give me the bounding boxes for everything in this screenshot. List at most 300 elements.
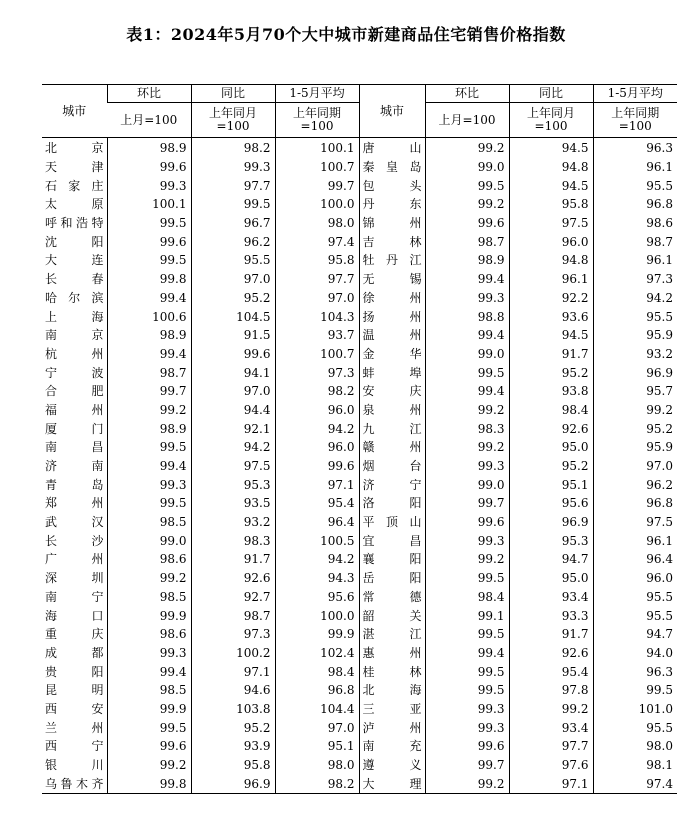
mom-index-2: 99.3 <box>425 700 509 719</box>
city-name-2: 桂林 <box>359 662 425 681</box>
ytd-index-2: 95.5 <box>593 718 677 737</box>
mom-index: 98.5 <box>107 681 191 700</box>
mom-index: 98.5 <box>107 588 191 607</box>
city-name: 西宁 <box>45 739 104 754</box>
ytd-index: 95.6 <box>275 588 359 607</box>
ytd-index-2: 94.7 <box>593 625 677 644</box>
city-name-2: 湛江 <box>359 625 425 644</box>
mom-index: 99.4 <box>107 289 191 308</box>
city-name: 福州 <box>45 402 104 417</box>
table-row <box>42 737 677 756</box>
ytd-index: 94.3 <box>275 569 359 588</box>
yoy-index-2: 97.5 <box>509 214 593 233</box>
table-row <box>42 438 677 457</box>
mom-index-2: 99.2 <box>425 438 509 457</box>
mom-index-2: 99.4 <box>425 382 509 401</box>
table-row <box>42 756 677 775</box>
table-row <box>42 345 677 364</box>
mom-index-2: 99.7 <box>425 756 509 775</box>
city-name: 成都 <box>45 645 104 660</box>
mom-index: 99.8 <box>107 774 191 793</box>
yoy-index-2: 93.4 <box>509 588 593 607</box>
yoy-index-2: 95.4 <box>509 662 593 681</box>
mom-index-2: 99.1 <box>425 606 509 625</box>
ytd-index: 97.3 <box>275 363 359 382</box>
city-name: 石家庄 <box>45 178 104 193</box>
city-name-2: 锦州 <box>359 214 425 233</box>
yoy-index: 92.1 <box>191 419 275 438</box>
city-name-2: 牡丹江 <box>359 251 425 270</box>
mom-index: 99.3 <box>107 475 191 494</box>
city-name: 郑州 <box>45 496 104 511</box>
header-yoy-base-2-line1: 上年同月 <box>526 106 575 120</box>
yoy-index: 98.7 <box>191 606 275 625</box>
yoy-index-2: 92.2 <box>509 289 593 308</box>
table-row <box>42 326 677 345</box>
mom-index-2: 99.2 <box>425 138 509 158</box>
table-row <box>42 569 677 588</box>
mom-index: 99.4 <box>107 345 191 364</box>
mom-index-2: 99.2 <box>425 195 509 214</box>
city-name-2: 扬州 <box>359 307 425 326</box>
mom-index-2: 99.5 <box>425 363 509 382</box>
yoy-index: 97.1 <box>191 662 275 681</box>
mom-index: 99.6 <box>107 158 191 177</box>
yoy-index-2: 97.7 <box>509 737 593 756</box>
mom-index-2: 99.6 <box>425 214 509 233</box>
header-ytd-base-line1: 上年同期 <box>292 106 341 120</box>
ytd-index: 96.8 <box>275 681 359 700</box>
mom-index: 99.5 <box>107 438 191 457</box>
yoy-index: 97.3 <box>191 625 275 644</box>
header-mom-2: 环比 <box>425 85 509 103</box>
yoy-index-2: 91.7 <box>509 345 593 364</box>
table-row <box>42 531 677 550</box>
price-index-table <box>42 84 677 794</box>
city-name-2: 襄阳 <box>359 550 425 569</box>
city-name-2: 包头 <box>359 176 425 195</box>
ytd-index: 98.2 <box>275 774 359 793</box>
city-name: 海口 <box>45 608 104 623</box>
table-title: 表1：2024年5月70个大中城市新建商品住宅销售价格指数 <box>126 25 566 44</box>
header-ytd-2: 1-5月平均 <box>593 85 677 103</box>
mom-index: 99.7 <box>107 382 191 401</box>
city-name-2: 宜昌 <box>359 531 425 550</box>
ytd-index: 100.5 <box>275 531 359 550</box>
ytd-index-2: 95.9 <box>593 438 677 457</box>
city-name-2: 北海 <box>359 681 425 700</box>
mom-index: 98.7 <box>107 363 191 382</box>
table-row <box>42 195 677 214</box>
city-name: 青岛 <box>45 477 104 492</box>
mom-index-2: 99.3 <box>425 457 509 476</box>
mom-index: 99.5 <box>107 251 191 270</box>
city-name: 武汉 <box>45 515 104 530</box>
header-yoy-base <box>191 103 275 138</box>
mom-index: 98.5 <box>107 513 191 532</box>
ytd-index: 95.8 <box>275 251 359 270</box>
ytd-index: 94.2 <box>275 419 359 438</box>
ytd-index-2: 95.5 <box>593 176 677 195</box>
yoy-index-2: 95.0 <box>509 569 593 588</box>
ytd-index-2: 98.7 <box>593 232 677 251</box>
ytd-index-2: 98.1 <box>593 756 677 775</box>
mom-index: 98.9 <box>107 326 191 345</box>
mom-index-2: 99.0 <box>425 475 509 494</box>
yoy-index-2: 96.0 <box>509 232 593 251</box>
yoy-index: 95.3 <box>191 475 275 494</box>
city-name-2: 秦皇岛 <box>359 158 425 177</box>
mom-index-2: 99.3 <box>425 531 509 550</box>
ytd-index-2: 96.1 <box>593 251 677 270</box>
ytd-index-2: 96.1 <box>593 531 677 550</box>
yoy-index: 91.7 <box>191 550 275 569</box>
city-name: 南昌 <box>45 440 104 455</box>
header-yoy-base-2-line2: =100 <box>534 119 568 133</box>
ytd-index-2: 97.4 <box>593 774 677 793</box>
city-name-2: 无锡 <box>359 270 425 289</box>
ytd-index-2: 95.9 <box>593 326 677 345</box>
yoy-index: 96.2 <box>191 232 275 251</box>
header-yoy-base-line2: =100 <box>216 119 250 133</box>
table-row <box>42 158 677 177</box>
ytd-index: 98.0 <box>275 214 359 233</box>
table-row <box>42 513 677 532</box>
city-name-2: 金华 <box>359 345 425 364</box>
ytd-index: 97.1 <box>275 475 359 494</box>
city-name: 上海 <box>45 309 104 324</box>
yoy-index: 99.3 <box>191 158 275 177</box>
ytd-index: 100.0 <box>275 606 359 625</box>
ytd-index-2: 97.0 <box>593 457 677 476</box>
yoy-index-2: 97.8 <box>509 681 593 700</box>
city-name-2: 烟台 <box>359 457 425 476</box>
yoy-index: 99.5 <box>191 195 275 214</box>
city-name-2: 蚌埠 <box>359 363 425 382</box>
mom-index: 99.3 <box>107 176 191 195</box>
ytd-index: 99.9 <box>275 625 359 644</box>
mom-index-2: 99.3 <box>425 289 509 308</box>
yoy-index: 94.4 <box>191 401 275 420</box>
table-row <box>42 138 677 158</box>
ytd-index-2: 95.5 <box>593 307 677 326</box>
mom-index: 98.9 <box>107 419 191 438</box>
table-row <box>42 494 677 513</box>
mom-index: 99.8 <box>107 270 191 289</box>
ytd-index: 100.7 <box>275 345 359 364</box>
yoy-index: 95.2 <box>191 289 275 308</box>
ytd-index-2: 96.3 <box>593 662 677 681</box>
city-name: 乌鲁木齐 <box>45 776 104 791</box>
mom-index: 99.2 <box>107 401 191 420</box>
city-name: 沈阳 <box>45 234 104 249</box>
mom-index: 99.6 <box>107 737 191 756</box>
city-name-2: 泉州 <box>359 401 425 420</box>
header-ytd-base-2-line2: =100 <box>618 119 652 133</box>
yoy-index: 93.9 <box>191 737 275 756</box>
ytd-index-2: 96.8 <box>593 195 677 214</box>
city-name: 兰州 <box>45 720 104 735</box>
mom-index: 99.4 <box>107 457 191 476</box>
ytd-index-2: 96.0 <box>593 569 677 588</box>
city-name-2: 岳阳 <box>359 569 425 588</box>
yoy-index: 96.9 <box>191 774 275 793</box>
city-name-2: 济宁 <box>359 475 425 494</box>
mom-index: 99.3 <box>107 644 191 663</box>
mom-index-2: 99.2 <box>425 774 509 793</box>
table-row <box>42 214 677 233</box>
mom-index-2: 99.5 <box>425 625 509 644</box>
yoy-index: 97.7 <box>191 176 275 195</box>
city-name: 济南 <box>45 459 104 474</box>
ytd-index: 97.7 <box>275 270 359 289</box>
city-name: 宁波 <box>45 365 104 380</box>
city-name: 厦门 <box>45 421 104 436</box>
city-name-2: 南充 <box>359 737 425 756</box>
mom-index-2: 98.4 <box>425 588 509 607</box>
yoy-index: 97.5 <box>191 457 275 476</box>
yoy-index-2: 92.6 <box>509 419 593 438</box>
mom-index: 99.0 <box>107 531 191 550</box>
city-name: 深圳 <box>45 571 104 586</box>
yoy-index-2: 95.6 <box>509 494 593 513</box>
header-ytd-base-line2: =100 <box>300 119 334 133</box>
city-name: 北京 <box>45 141 104 156</box>
yoy-index-2: 98.4 <box>509 401 593 420</box>
table-row <box>42 550 677 569</box>
table-row <box>42 307 677 326</box>
table-row <box>42 401 677 420</box>
header-ytd-base <box>275 103 359 138</box>
yoy-index-2: 95.0 <box>509 438 593 457</box>
yoy-index: 94.2 <box>191 438 275 457</box>
table-row <box>42 681 677 700</box>
city-name-2: 泸州 <box>359 718 425 737</box>
mom-index-2: 98.9 <box>425 251 509 270</box>
ytd-index: 97.4 <box>275 232 359 251</box>
city-name: 贵阳 <box>45 664 104 679</box>
table-row <box>42 363 677 382</box>
ytd-index-2: 95.5 <box>593 588 677 607</box>
ytd-index: 95.4 <box>275 494 359 513</box>
yoy-index: 98.2 <box>191 138 275 158</box>
mom-index: 99.5 <box>107 214 191 233</box>
table-row <box>42 606 677 625</box>
mom-index: 100.1 <box>107 195 191 214</box>
city-name: 银川 <box>45 758 104 773</box>
yoy-index-2: 97.6 <box>509 756 593 775</box>
yoy-index-2: 93.4 <box>509 718 593 737</box>
city-name: 太原 <box>45 197 104 212</box>
yoy-index-2: 97.1 <box>509 774 593 793</box>
ytd-index-2: 96.3 <box>593 138 677 158</box>
yoy-index: 93.2 <box>191 513 275 532</box>
ytd-index-2: 97.5 <box>593 513 677 532</box>
yoy-index-2: 96.9 <box>509 513 593 532</box>
city-name-2: 丹东 <box>359 195 425 214</box>
city-name-2: 徐州 <box>359 289 425 308</box>
header-city-2: 城市 <box>359 85 425 138</box>
mom-index: 99.2 <box>107 569 191 588</box>
mom-index-2: 99.7 <box>425 494 509 513</box>
yoy-index: 100.2 <box>191 644 275 663</box>
mom-index: 99.9 <box>107 700 191 719</box>
yoy-index: 98.3 <box>191 531 275 550</box>
yoy-index: 91.5 <box>191 326 275 345</box>
city-name: 大连 <box>45 253 104 268</box>
yoy-index-2: 94.8 <box>509 251 593 270</box>
ytd-index-2: 95.5 <box>593 606 677 625</box>
city-name-2: 安庆 <box>359 382 425 401</box>
ytd-index: 96.0 <box>275 401 359 420</box>
ytd-index: 98.4 <box>275 662 359 681</box>
yoy-index-2: 95.2 <box>509 363 593 382</box>
yoy-index: 103.8 <box>191 700 275 719</box>
yoy-index: 93.5 <box>191 494 275 513</box>
yoy-index-2: 94.5 <box>509 176 593 195</box>
yoy-index-2: 92.6 <box>509 644 593 663</box>
ytd-index: 100.0 <box>275 195 359 214</box>
city-name: 西安 <box>45 701 104 716</box>
table-row <box>42 232 677 251</box>
table-row <box>42 588 677 607</box>
table-row <box>42 457 677 476</box>
city-name-2: 常德 <box>359 588 425 607</box>
yoy-index-2: 93.3 <box>509 606 593 625</box>
table-row <box>42 662 677 681</box>
table-body <box>42 138 677 794</box>
ytd-index: 104.4 <box>275 700 359 719</box>
table-row <box>42 774 677 793</box>
ytd-index: 96.4 <box>275 513 359 532</box>
city-name-2: 韶关 <box>359 606 425 625</box>
ytd-index: 99.7 <box>275 176 359 195</box>
mom-index: 99.4 <box>107 662 191 681</box>
mom-index: 99.9 <box>107 606 191 625</box>
yoy-index-2: 96.1 <box>509 270 593 289</box>
yoy-index: 92.6 <box>191 569 275 588</box>
city-name: 呼和浩特 <box>45 216 104 231</box>
yoy-index-2: 91.7 <box>509 625 593 644</box>
yoy-index-2: 94.5 <box>509 326 593 345</box>
city-name-2: 遵义 <box>359 756 425 775</box>
mom-index-2: 99.4 <box>425 326 509 345</box>
yoy-index-2: 95.8 <box>509 195 593 214</box>
yoy-index: 94.1 <box>191 363 275 382</box>
yoy-index-2: 93.8 <box>509 382 593 401</box>
mom-index: 99.6 <box>107 232 191 251</box>
header-ytd: 1-5月平均 <box>275 85 359 103</box>
city-name-2: 洛阳 <box>359 494 425 513</box>
ytd-index-2: 95.7 <box>593 382 677 401</box>
mom-index: 98.6 <box>107 625 191 644</box>
ytd-index-2: 97.3 <box>593 270 677 289</box>
mom-index: 99.2 <box>107 756 191 775</box>
table-row <box>42 644 677 663</box>
ytd-index: 98.2 <box>275 382 359 401</box>
ytd-index-2: 99.2 <box>593 401 677 420</box>
ytd-index-2: 96.9 <box>593 363 677 382</box>
city-name: 杭州 <box>45 346 104 361</box>
ytd-index: 104.3 <box>275 307 359 326</box>
ytd-index-2: 98.0 <box>593 737 677 756</box>
mom-index-2: 99.2 <box>425 550 509 569</box>
yoy-index: 96.7 <box>191 214 275 233</box>
city-name-2: 惠州 <box>359 644 425 663</box>
mom-index-2: 99.3 <box>425 718 509 737</box>
table-row <box>42 251 677 270</box>
yoy-index-2: 95.3 <box>509 531 593 550</box>
table-row <box>42 289 677 308</box>
yoy-index-2: 94.7 <box>509 550 593 569</box>
yoy-index: 104.5 <box>191 307 275 326</box>
yoy-index: 95.8 <box>191 756 275 775</box>
city-name-2: 唐山 <box>359 138 425 158</box>
ytd-index: 98.0 <box>275 756 359 775</box>
mom-index: 99.5 <box>107 718 191 737</box>
city-name: 天津 <box>45 160 104 175</box>
header-yoy: 同比 <box>191 85 275 103</box>
mom-index-2: 99.5 <box>425 569 509 588</box>
table-row <box>42 700 677 719</box>
yoy-index-2: 99.2 <box>509 700 593 719</box>
ytd-index-2: 93.2 <box>593 345 677 364</box>
city-name-2: 吉林 <box>359 232 425 251</box>
table-row <box>42 625 677 644</box>
city-name-2: 三亚 <box>359 700 425 719</box>
ytd-index: 93.7 <box>275 326 359 345</box>
ytd-index: 100.7 <box>275 158 359 177</box>
mom-index-2: 98.3 <box>425 419 509 438</box>
city-name: 长沙 <box>45 533 104 548</box>
ytd-index: 97.0 <box>275 289 359 308</box>
table-row <box>42 382 677 401</box>
yoy-index: 95.5 <box>191 251 275 270</box>
mom-index-2: 99.5 <box>425 662 509 681</box>
mom-index-2: 99.5 <box>425 176 509 195</box>
ytd-index-2: 96.2 <box>593 475 677 494</box>
header-mom: 环比 <box>107 85 191 103</box>
city-name: 重庆 <box>45 627 104 642</box>
yoy-index-2: 95.1 <box>509 475 593 494</box>
ytd-index-2: 94.0 <box>593 644 677 663</box>
mom-index: 100.6 <box>107 307 191 326</box>
city-name-2: 平顶山 <box>359 513 425 532</box>
city-name: 广州 <box>45 552 104 567</box>
city-name: 合肥 <box>45 384 104 399</box>
mom-index-2: 98.7 <box>425 232 509 251</box>
city-name: 哈尔滨 <box>45 290 104 305</box>
city-name: 长春 <box>45 272 104 287</box>
mom-index: 99.5 <box>107 494 191 513</box>
ytd-index-2: 99.5 <box>593 681 677 700</box>
header-yoy-base-2 <box>509 103 593 138</box>
table-row <box>42 718 677 737</box>
yoy-index-2: 94.5 <box>509 138 593 158</box>
yoy-index: 94.6 <box>191 681 275 700</box>
header-city: 城市 <box>42 85 107 138</box>
yoy-index: 97.0 <box>191 270 275 289</box>
ytd-index: 97.0 <box>275 718 359 737</box>
header-ytd-base-2-line1: 上年同期 <box>611 106 660 120</box>
mom-index-2: 99.0 <box>425 158 509 177</box>
ytd-index: 96.0 <box>275 438 359 457</box>
header-ytd-base-2 <box>593 103 677 138</box>
mom-index-2: 99.6 <box>425 513 509 532</box>
yoy-index-2: 95.2 <box>509 457 593 476</box>
ytd-index-2: 94.2 <box>593 289 677 308</box>
header-mom-base-2: 上月=100 <box>425 103 509 138</box>
